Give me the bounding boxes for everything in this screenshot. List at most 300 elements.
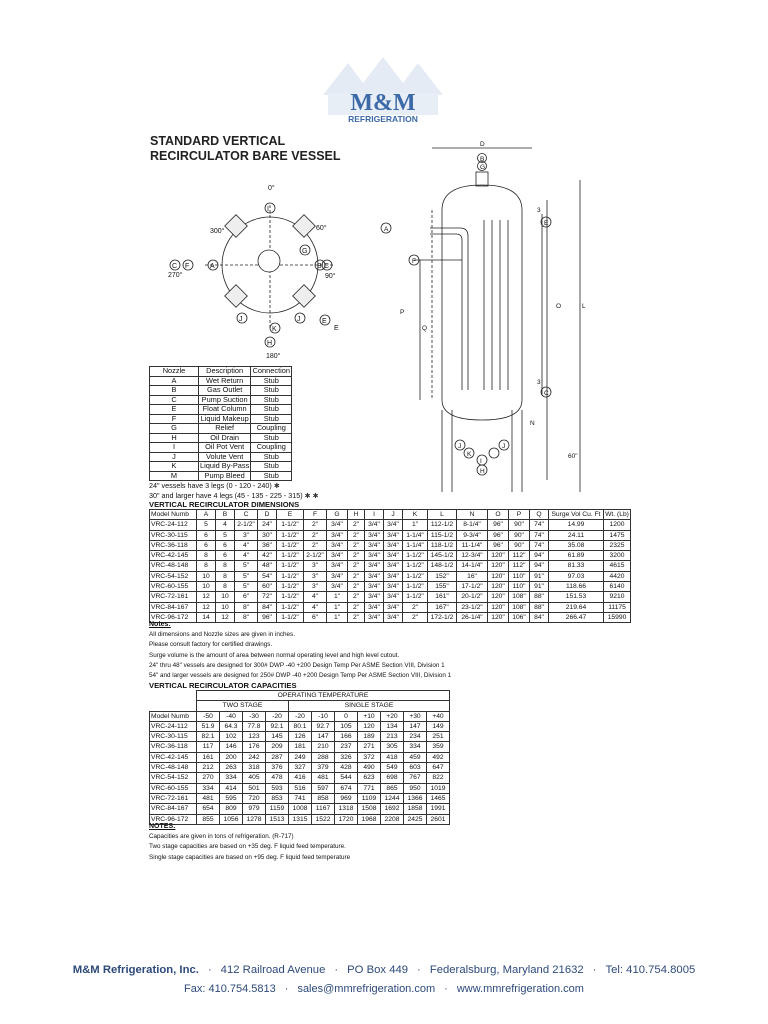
table-cell: 595 xyxy=(220,793,243,803)
table-cell: 1692 xyxy=(381,804,404,814)
table-cell: 84" xyxy=(530,612,549,622)
table-cell: 74" xyxy=(530,530,549,540)
table-cell: 92.7 xyxy=(312,721,335,731)
table-cell: 117 xyxy=(197,742,220,752)
table-cell: 416 xyxy=(289,773,312,783)
table-cell: 2208 xyxy=(381,814,404,824)
table-cell: H xyxy=(150,433,199,443)
table-cell: 84" xyxy=(258,602,277,612)
footer-address: 412 Railroad Avenue xyxy=(220,964,326,976)
table-cell: F xyxy=(150,414,199,424)
table-cell: 115-1/2 xyxy=(428,530,457,540)
table-cell: 1858 xyxy=(404,804,427,814)
table-header: -30 xyxy=(243,711,266,721)
vessel-shell xyxy=(442,185,522,420)
capacity-notes xyxy=(149,822,350,863)
capacities-title: VERTICAL RECIRCULATOR CAPACITIES xyxy=(149,681,297,690)
elev-tag-d: D xyxy=(480,141,485,148)
elev-dim-o: O xyxy=(556,303,562,310)
table-cell: 2" xyxy=(348,561,365,571)
table-cell: 326 xyxy=(335,752,358,762)
dimensions-table xyxy=(149,509,631,623)
table-header: B xyxy=(216,510,235,520)
table-cell: VRC-96-172 xyxy=(150,612,197,622)
table-cell: 481 xyxy=(312,773,335,783)
table-cell: A xyxy=(150,376,199,386)
table-cell: 1244 xyxy=(381,793,404,803)
table-cell: 405 xyxy=(243,773,266,783)
nozzle-table xyxy=(149,366,292,481)
table-cell: 88" xyxy=(530,602,549,612)
table-cell: 3/4" xyxy=(384,571,403,581)
table-cell: Pump Suction xyxy=(199,395,251,405)
table-cell: 1" xyxy=(327,612,348,622)
table-cell: 1-1/2" xyxy=(277,530,304,540)
table-cell: 209 xyxy=(266,742,289,752)
table-cell: 549 xyxy=(381,763,404,773)
table-cell: 2" xyxy=(348,530,365,540)
table-cell: 16" xyxy=(457,571,488,581)
table-cell: 3/4" xyxy=(327,530,348,540)
note-line: All dimensions and Nozzle sizes are given in inches. xyxy=(149,631,295,639)
single-stage-header: SINGLE STAGE xyxy=(289,701,450,711)
table-cell: 10 xyxy=(216,592,235,602)
angle-label-270: 270° xyxy=(168,272,183,279)
footer-company: M&M Refrigeration, Inc. xyxy=(72,964,199,976)
table-cell: 1019 xyxy=(427,783,450,793)
table-cell: 9210 xyxy=(604,592,631,602)
table-row xyxy=(150,462,292,472)
table-row xyxy=(150,376,292,386)
nozzle-tag-j: J xyxy=(239,316,243,323)
table-row xyxy=(150,540,631,550)
table-cell: 96" xyxy=(258,612,277,622)
table-cell: 48" xyxy=(258,561,277,571)
table-cell: 24" xyxy=(258,520,277,530)
table-cell: 418 xyxy=(381,752,404,762)
table-cell: 82.1 xyxy=(197,732,220,742)
table-cell: 1318 xyxy=(335,804,358,814)
table-cell: 90" xyxy=(509,540,530,550)
table-cell: 8" xyxy=(235,612,258,622)
note-line: 24" thru 48" vessels are designed for 300# DWP -40 +200 Design Temp Per ASME Section VIII, Division 1 xyxy=(149,661,445,669)
table-cell: 2" xyxy=(348,592,365,602)
table-header: -40 xyxy=(220,711,243,721)
table-cell: 213 xyxy=(381,732,404,742)
table-cell: 60" xyxy=(258,582,277,592)
table-cell: 80.1 xyxy=(289,721,312,731)
table-cell: 110" xyxy=(509,582,530,592)
table-cell: 3/4" xyxy=(365,561,384,571)
table-cell: 1508 xyxy=(358,804,381,814)
nozzle-tag-b: B xyxy=(317,263,322,270)
table-cell: 3/4" xyxy=(365,582,384,592)
table-cell: 5" xyxy=(235,582,258,592)
table-cell: 12-3/4" xyxy=(457,551,488,561)
table-cell: 102 xyxy=(220,732,243,742)
table-cell: 428 xyxy=(335,763,358,773)
table-cell: 516 xyxy=(289,783,312,793)
table-cell: 112" xyxy=(509,561,530,571)
logo-text: M&M xyxy=(350,90,416,116)
table-cell: 96" xyxy=(488,540,509,550)
title-line-1: STANDARD VERTICAL xyxy=(150,134,286,148)
notes-heading: NOTES: xyxy=(149,823,176,830)
table-cell: VRC-36-118 xyxy=(150,742,197,752)
table-row xyxy=(150,752,450,762)
table-cell: Stub xyxy=(251,395,292,405)
table-cell: C xyxy=(150,395,199,405)
table-cell: 234 xyxy=(404,732,427,742)
table-cell: 96" xyxy=(488,530,509,540)
table-cell: 979 xyxy=(243,804,266,814)
table-header: +20 xyxy=(381,711,404,721)
table-cell: Volute Vent xyxy=(199,452,251,462)
table-cell: 118-1/2 xyxy=(428,540,457,550)
legs-note-1: 24" vessels have 3 legs (0 - 120 - 240) ✱ xyxy=(149,481,280,490)
nozzle-tag-c: C xyxy=(324,263,330,270)
table-cell: 3/4" xyxy=(365,592,384,602)
table-header: -50 xyxy=(197,711,220,721)
dimensions-title: VERTICAL RECIRCULATOR DIMENSIONS xyxy=(149,500,300,509)
table-header: +10 xyxy=(358,711,381,721)
table-cell: VRC-24-112 xyxy=(150,721,197,731)
table-cell: 501 xyxy=(243,783,266,793)
table-cell: 2" xyxy=(348,571,365,581)
table-cell: Coupling xyxy=(251,424,292,434)
table-cell: 1-1/2" xyxy=(277,551,304,561)
table-cell: 8 xyxy=(197,551,216,561)
table-cell: 1315 xyxy=(289,814,312,824)
table-cell: 90" xyxy=(509,530,530,540)
table-cell: 92.1 xyxy=(266,721,289,731)
table-cell: 72" xyxy=(258,592,277,602)
elev-tag-g: G xyxy=(480,164,486,171)
table-cell: 1" xyxy=(327,602,348,612)
elev-tag-e: E xyxy=(544,220,549,227)
table-cell: 3" xyxy=(304,582,327,592)
footer-city: Federalsburg, Maryland 21632 xyxy=(429,964,584,976)
table-cell: 1-1/2" xyxy=(277,571,304,581)
nozzle-tag-i: I xyxy=(267,206,269,213)
elev-dim-3b: 3 xyxy=(537,379,541,386)
table-cell: VRC-42-145 xyxy=(150,551,197,561)
table-cell: 167" xyxy=(428,602,457,612)
angle-label-0: 0° xyxy=(268,185,275,192)
table-cell: VRC-42-145 xyxy=(150,752,197,762)
table-row xyxy=(150,471,292,481)
table-cell: 12 xyxy=(197,592,216,602)
table-cell: 1200 xyxy=(604,520,631,530)
table-cell: 3/4" xyxy=(365,571,384,581)
table-row xyxy=(150,424,292,434)
table-cell: 11-1/4" xyxy=(457,540,488,550)
table-cell: 5" xyxy=(235,561,258,571)
table-cell: 94" xyxy=(530,561,549,571)
table-cell: 3/4" xyxy=(365,551,384,561)
table-cell: 1-1/2" xyxy=(277,520,304,530)
brand-logo xyxy=(318,55,448,135)
table-cell: 327 xyxy=(289,763,312,773)
table-cell: 490 xyxy=(358,763,381,773)
table-cell: 35.08 xyxy=(549,540,604,550)
table-cell: 1-1/2" xyxy=(403,571,428,581)
table-cell: 1991 xyxy=(427,804,450,814)
table-cell: E xyxy=(150,405,199,415)
table-cell: 1366 xyxy=(404,793,427,803)
table-cell: 14 xyxy=(197,612,216,622)
table-cell: 720 xyxy=(243,793,266,803)
table-header: D xyxy=(258,510,277,520)
table-cell: VRC-84-167 xyxy=(150,602,197,612)
table-cell: Liquid Makeup xyxy=(199,414,251,424)
table-cell: 64.3 xyxy=(220,721,243,731)
legs-note-2: 30" and larger have 4 legs (45 - 135 - 225 - 315) ✱ ✱ xyxy=(149,491,319,500)
table-header: K xyxy=(403,510,428,520)
table-cell: 6 xyxy=(216,540,235,550)
table-row xyxy=(150,561,631,571)
table-cell: 151.53 xyxy=(549,592,604,602)
table-cell: 3/4" xyxy=(365,540,384,550)
table-cell: 112" xyxy=(509,551,530,561)
table-cell: 3/4" xyxy=(327,582,348,592)
table-cell: VRC-48-148 xyxy=(150,561,197,571)
table-cell: 88" xyxy=(530,592,549,602)
table-header: +40 xyxy=(427,711,450,721)
table-header: H xyxy=(348,510,365,520)
table-cell: 6 xyxy=(216,551,235,561)
table-cell: 61.89 xyxy=(549,551,604,561)
table-cell: 809 xyxy=(220,804,243,814)
table-cell: VRC-60-155 xyxy=(150,582,197,592)
table-cell: 3" xyxy=(304,561,327,571)
angle-label-180: 180° xyxy=(266,353,281,360)
table-cell: 822 xyxy=(427,773,450,783)
note-line: Single stage capacities are based on +95 deg. F liquid feed temperature xyxy=(149,853,351,861)
table-cell: 3/4" xyxy=(327,571,348,581)
table-cell: 10 xyxy=(197,582,216,592)
footer-line-2: Fax: 410.754.5813 · sales@mmrefrigeration.com · www.mmrefrigeration.com xyxy=(184,983,584,995)
table-header: A xyxy=(197,510,216,520)
table-cell: 1-1/2" xyxy=(277,602,304,612)
table-row xyxy=(150,443,292,453)
table-cell: 1-1/4" xyxy=(403,530,428,540)
table-cell: 1-1/2" xyxy=(277,582,304,592)
table-cell: 147 xyxy=(404,721,427,731)
table-cell: 305 xyxy=(381,742,404,752)
table-cell: 3" xyxy=(304,571,327,581)
table-header: F xyxy=(304,510,327,520)
elev-tag-b: B xyxy=(480,156,485,163)
table-cell: 1-1/2" xyxy=(277,592,304,602)
table-cell: 120" xyxy=(488,592,509,602)
table-cell: VRC-24-112 xyxy=(150,520,197,530)
footer-po-box: PO Box 449 xyxy=(347,964,409,976)
table-header: Model Numb xyxy=(150,711,197,721)
table-cell: Liquid By-Pass xyxy=(200,461,250,470)
table-cell: 91" xyxy=(530,582,549,592)
table-header: +30 xyxy=(404,711,427,721)
table-cell: 603 xyxy=(404,763,427,773)
table-row xyxy=(150,520,631,530)
table-cell: Stub xyxy=(251,452,292,462)
table-cell: 950 xyxy=(404,783,427,793)
table-cell: 266.47 xyxy=(549,612,604,622)
table-cell: 36" xyxy=(258,540,277,550)
table-cell: 91" xyxy=(530,571,549,581)
table-cell: 200 xyxy=(220,752,243,762)
table-cell: 623 xyxy=(358,773,381,783)
table-cell: 6140 xyxy=(604,582,631,592)
table-cell: 1" xyxy=(327,592,348,602)
table-cell: 654 xyxy=(197,804,220,814)
table-cell: 148-1/2 xyxy=(428,561,457,571)
table-header: N xyxy=(457,510,488,520)
table-cell: 855 xyxy=(197,814,220,824)
table-cell: 698 xyxy=(381,773,404,783)
table-cell: 81.33 xyxy=(549,561,604,571)
notes-heading: Notes: xyxy=(149,621,171,628)
table-cell: 106" xyxy=(509,612,530,622)
note-line: Please consult factory for certified drawings. xyxy=(149,641,273,649)
table-cell: 1-1/2" xyxy=(403,551,428,561)
table-header: Nozzle xyxy=(150,367,199,377)
table-cell: 5 xyxy=(197,520,216,530)
table-cell: 3/4" xyxy=(365,612,384,622)
table-cell: 12 xyxy=(216,612,235,622)
table-row xyxy=(150,783,450,793)
table-cell: 969 xyxy=(335,793,358,803)
table-cell: 155" xyxy=(428,582,457,592)
nozzle-tag-a: A xyxy=(210,263,215,270)
elev-dim-p: P xyxy=(400,309,405,316)
table-cell: 77.8 xyxy=(243,721,266,731)
table-cell: 865 xyxy=(381,783,404,793)
plan-view-drawing xyxy=(150,180,360,360)
table-cell: 2601 xyxy=(427,814,450,824)
elev-dim-n: N xyxy=(530,420,535,427)
nozzle-tag-c-left: C xyxy=(172,263,178,270)
table-cell: 20-1/2" xyxy=(457,592,488,602)
table-cell: 120" xyxy=(488,612,509,622)
table-cell: 674 xyxy=(335,783,358,793)
table-row xyxy=(150,592,631,602)
table-cell: 478 xyxy=(266,773,289,783)
footer-line-1: M&M Refrigeration, Inc. · 412 Railroad Avenue · PO Box 449 · Federalsburg, Maryland 21632 · Tel: 410.754.8005 xyxy=(72,964,696,976)
footer-web-link[interactable]: www.mmrefrigeration.com xyxy=(456,983,584,995)
table-cell: 2" xyxy=(403,602,428,612)
table-cell: 219.64 xyxy=(549,602,604,612)
table-header: 0 xyxy=(335,711,358,721)
table-cell: I xyxy=(150,443,199,453)
capacities-table xyxy=(149,690,450,825)
nozzle-tag-k: K xyxy=(272,326,277,333)
table-cell: 3/4" xyxy=(365,602,384,612)
elev-tag-h: H xyxy=(480,468,485,475)
note-line: Surge volume is the amount of area between normal operating level and high level cutout. xyxy=(149,651,400,659)
table-cell: 237 xyxy=(335,742,358,752)
table-header: C xyxy=(235,510,258,520)
table-cell: 1513 xyxy=(266,814,289,824)
elev-tag-f: F xyxy=(412,258,416,265)
table-row xyxy=(150,582,631,592)
table-cell: Oil Drain xyxy=(199,433,251,443)
table-cell: Stub xyxy=(251,471,292,481)
table-cell: K xyxy=(150,462,199,472)
table-cell: 2325 xyxy=(604,540,631,550)
table-cell: J xyxy=(150,452,199,462)
table-header: Connection xyxy=(252,366,290,375)
table-row xyxy=(150,804,450,814)
table-cell: 152" xyxy=(428,571,457,581)
elev-dim-3: 3 xyxy=(537,207,541,214)
table-cell: 771 xyxy=(358,783,381,793)
table-cell: 1-1/2" xyxy=(403,582,428,592)
table-cell: 1720 xyxy=(335,814,358,824)
table-cell: 11175 xyxy=(604,602,631,612)
table-cell: 172-1/2 xyxy=(428,612,457,622)
elev-dim-60: 60" xyxy=(568,453,578,460)
table-cell: 1-1/2" xyxy=(277,561,304,571)
table-cell: 3/4" xyxy=(327,561,348,571)
table-cell: 359 xyxy=(427,742,450,752)
table-cell: 3/4" xyxy=(384,561,403,571)
elev-tag-k: K xyxy=(467,451,472,458)
table-cell: 741 xyxy=(289,793,312,803)
table-cell: Float Column xyxy=(199,405,251,415)
table-cell: 334 xyxy=(220,773,243,783)
table-cell: Stub xyxy=(251,414,292,424)
table-row xyxy=(150,721,450,731)
table-cell: 647 xyxy=(427,763,450,773)
table-cell: 1" xyxy=(403,520,428,530)
table-cell: VRC-54-152 xyxy=(150,773,197,783)
table-cell: 2" xyxy=(348,551,365,561)
table-cell: 2" xyxy=(348,582,365,592)
table-cell: 593 xyxy=(266,783,289,793)
table-cell: 6 xyxy=(197,530,216,540)
table-row xyxy=(150,386,292,396)
table-header: J xyxy=(384,510,403,520)
table-cell: 3/4" xyxy=(365,520,384,530)
table-cell: 9-3/4" xyxy=(457,530,488,540)
table-cell: 26-1/4" xyxy=(457,612,488,622)
table-header: L xyxy=(428,510,457,520)
table-cell: 3" xyxy=(235,530,258,540)
table-header: -10 xyxy=(312,711,335,721)
footer-email-link[interactable]: sales@mmrefrigeration.com xyxy=(297,983,436,995)
table-cell: 8 xyxy=(216,561,235,571)
table-cell: 492 xyxy=(427,752,450,762)
table-cell: Gas Outlet xyxy=(199,386,251,396)
nozzle-tag-f: F xyxy=(185,263,190,270)
table-header-row xyxy=(150,510,631,520)
table-cell: 3/4" xyxy=(384,530,403,540)
table-cell: 123 xyxy=(243,732,266,742)
table-cell: 8-1/4" xyxy=(457,520,488,530)
table-cell: 54" xyxy=(258,571,277,581)
table-cell: Coupling xyxy=(251,443,292,453)
table-cell: 3/4" xyxy=(365,530,384,540)
table-cell: 1-1/2" xyxy=(403,561,428,571)
table-cell: 105 xyxy=(335,721,358,731)
table-cell: 147 xyxy=(312,732,335,742)
nozzle-tag-e2: E xyxy=(334,325,339,332)
table-cell: 30" xyxy=(258,530,277,540)
elev-tag-j: J xyxy=(458,443,462,450)
table-cell: 271 xyxy=(358,742,381,752)
elev-dim-q: Q xyxy=(422,325,428,332)
